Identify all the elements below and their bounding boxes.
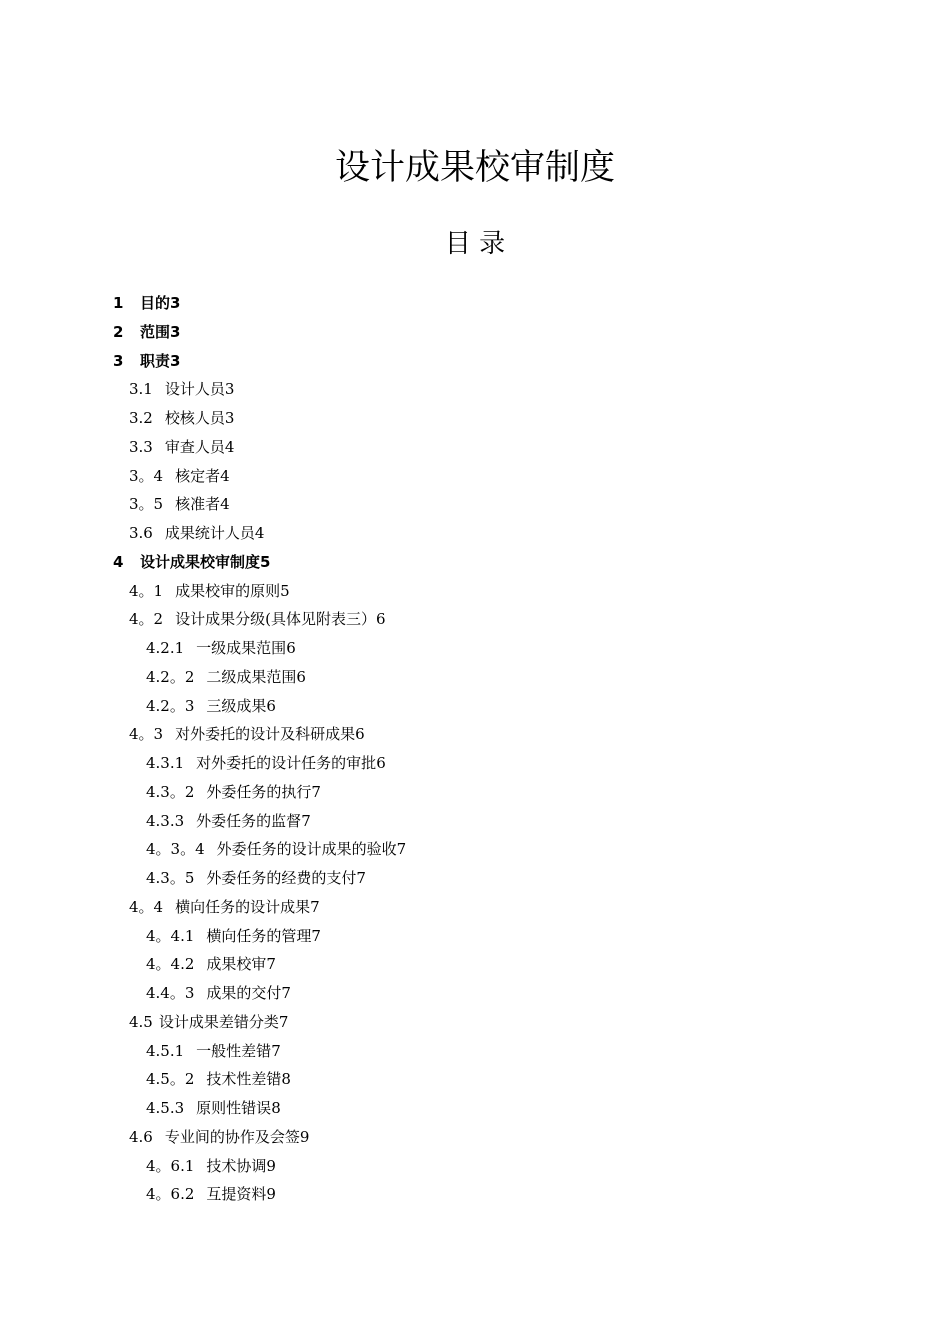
toc-entry-page-number: 7 [396,840,407,859]
toc-entry-title: 技术性差错 [206,1070,282,1089]
toc-entry-title: 外委任务的设计成果的验收 [216,840,397,859]
toc-entry-title: 职责 [140,351,171,370]
toc-entry-page-number: 3 [170,294,181,312]
toc-entry-number: 4.2。3 [146,696,195,715]
toc-entry-page-number: 6 [266,696,276,715]
toc-entry-page-number: 4 [220,466,230,485]
toc-entry-number: 4 [113,552,124,571]
toc-entry-title: 目的 [140,294,171,312]
toc-entry-number: 4.3。2 [146,782,195,801]
toc-entry-number: 4.5.1 [146,1041,185,1060]
toc-entry[interactable] [0,720,950,749]
toc-entry[interactable] [0,462,950,491]
toc-entry-number: 4.2.1 [146,639,185,657]
toc-entry[interactable] [0,778,950,807]
toc-entry[interactable] [0,663,950,692]
toc-entry[interactable] [0,404,950,433]
toc-entry-page-number: 3 [224,380,235,399]
toc-entry-title: 对外委托的设计及科研成果 [175,725,356,744]
toc-entry-number: 4。6.2 [146,1185,195,1204]
toc-entry[interactable] [0,605,950,634]
toc-entry-number: 4.5。2 [146,1070,195,1089]
toc-entry[interactable] [0,289,950,318]
toc-entry-page-number: 5 [280,581,290,600]
table-of-contents [0,289,950,1209]
toc-entry-page-number: 7 [281,984,291,1002]
toc-entry-number: 4.5.3 [146,1099,185,1117]
toc-entry-number: 4。4.2 [146,955,195,974]
toc-entry[interactable] [0,1094,950,1123]
toc-entry-title: 一般性差错 [196,1041,272,1060]
toc-entry-number: 2 [113,322,124,341]
toc-entry-title: 原则性错误 [196,1099,272,1117]
toc-entry[interactable] [0,864,950,893]
toc-entry-page-number: 8 [271,1099,281,1117]
toc-entry-page-number: 7 [301,811,311,830]
toc-entry-title: 互提资料 [206,1185,267,1204]
toc-entry-page-number: 3 [224,409,235,427]
toc-entry-title: 核准者 [175,495,221,514]
toc-entry-page-number: 6 [376,754,386,772]
toc-heading: 目 录 [444,229,506,259]
toc-entry-number: 3.2 [129,409,153,427]
toc-entry[interactable] [0,375,950,404]
toc-entry-title: 范围 [140,322,171,341]
toc-entry[interactable] [0,749,950,778]
toc-entry-title: 二级成果范围 [206,667,297,686]
toc-entry[interactable] [0,1065,950,1094]
toc-entry[interactable] [0,634,950,663]
toc-entry-page-number: 5 [260,552,271,571]
toc-entry[interactable] [0,1008,950,1037]
toc-entry-title: 专业间的协作及会签 [164,1127,300,1146]
toc-entry-page-number: 4 [224,437,235,456]
toc-entry[interactable] [0,318,950,347]
toc-entry-number: 3.3 [129,437,153,456]
toc-entry-title: 校核人员 [164,409,225,427]
toc-entry-number: 4.3.1 [146,754,185,772]
toc-entry[interactable] [0,1037,950,1066]
toc-entry-page-number: 7 [266,955,276,974]
toc-entry-number: 4.6 [129,1127,153,1146]
toc-entry[interactable] [0,347,950,376]
toc-entry-title: 外委任务的执行 [206,782,312,801]
toc-entry-number: 4。3 [129,725,164,744]
toc-entry[interactable] [0,490,950,519]
toc-entry-number: 4.2。2 [146,667,195,686]
toc-entry-title: 横向任务的管理 [206,926,312,945]
toc-entry-number: 4。2 [129,610,164,629]
toc-entry-number: 1 [113,294,124,312]
toc-entry-number: 3。5 [129,495,164,514]
toc-entry-page-number: 6 [296,667,306,686]
toc-entry-page-number: 4 [220,495,230,514]
toc-entry[interactable] [0,548,950,577]
toc-entry[interactable] [0,893,950,922]
toc-entry[interactable] [0,979,950,1008]
toc-entry[interactable] [0,433,950,462]
toc-entry-page-number: 9 [299,1127,310,1146]
toc-entry-title: 对外委托的设计任务的审批 [196,754,377,772]
toc-entry-page-number: 3 [170,322,181,341]
toc-entry[interactable] [0,577,950,606]
toc-entry-title: 成果的交付 [206,984,282,1002]
toc-entry-title: 设计人员 [164,380,225,399]
toc-entry[interactable] [0,1123,950,1152]
toc-entry-number: 4。1 [129,581,164,600]
toc-entry-page-number: 7 [356,869,366,887]
toc-entry-number: 4.4。3 [146,984,195,1002]
toc-entry-number: 3 [113,351,124,370]
toc-entry-title: 成果校审 [206,955,267,974]
toc-entry-number: 4。4 [129,897,164,916]
toc-entry[interactable] [0,1180,950,1209]
toc-entry-title: 技术协调 [206,1156,267,1175]
toc-entry-number: 4。6.1 [146,1156,195,1175]
toc-entry-page-number: 4 [254,524,265,542]
toc-entry-number: 4。4.1 [146,926,195,945]
toc-entry[interactable] [0,835,950,864]
toc-entry-number: 3.1 [129,380,153,399]
toc-entry-number: 3。4 [129,466,164,485]
toc-entry-page-number: 7 [271,1041,281,1060]
toc-entry-page-number: 7 [311,782,321,801]
toc-entry[interactable] [0,807,950,836]
toc-entry-title: 横向任务的设计成果 [175,897,311,916]
toc-entry-title: 外委任务的经费的支付 [206,869,357,887]
toc-entry-title: 设计成果校审制度 [140,552,261,571]
toc-entry-page-number: 6 [286,639,296,657]
toc-entry-page-number: 9 [266,1156,276,1175]
toc-entry-title: 设计成果分级(具体见附表三） [175,610,376,629]
toc-entry[interactable] [0,692,950,721]
toc-entry-title: 审查人员 [164,437,225,456]
toc-entry-page-number: 6 [355,725,365,744]
toc-entry-number: 4.3.3 [146,811,185,830]
toc-entry-title: 三级成果 [206,696,267,715]
toc-entry-page-number: 7 [278,1012,289,1031]
toc-entry-title: 成果统计人员 [164,524,255,542]
toc-entry-page-number: 7 [311,926,321,945]
toc-entry[interactable] [0,1152,950,1181]
toc-entry-number: 4.3。5 [146,869,195,887]
toc-entry-title: 外委任务的监督 [196,811,302,830]
toc-entry-page-number: 7 [310,897,320,916]
document-title: 设计成果校审制度 [334,148,615,188]
toc-entry-page-number: 6 [375,610,386,629]
toc-entry-page-number: 8 [281,1070,291,1089]
toc-entry-title: 一级成果范围 [196,639,287,657]
toc-entry-page-number: 9 [266,1185,276,1204]
toc-entry[interactable] [0,519,950,548]
toc-entry-number: 4.5 [129,1012,153,1031]
toc-entry-title: 设计成果差错分类 [158,1012,279,1031]
toc-entry[interactable] [0,922,950,951]
toc-entry[interactable] [0,950,950,979]
toc-entry-title: 核定者 [175,466,221,485]
toc-entry-page-number: 3 [170,351,181,370]
toc-entry-number: 3.6 [129,524,153,542]
toc-entry-number: 4。3。4 [146,840,205,859]
toc-entry-title: 成果校审的原则 [175,581,281,600]
